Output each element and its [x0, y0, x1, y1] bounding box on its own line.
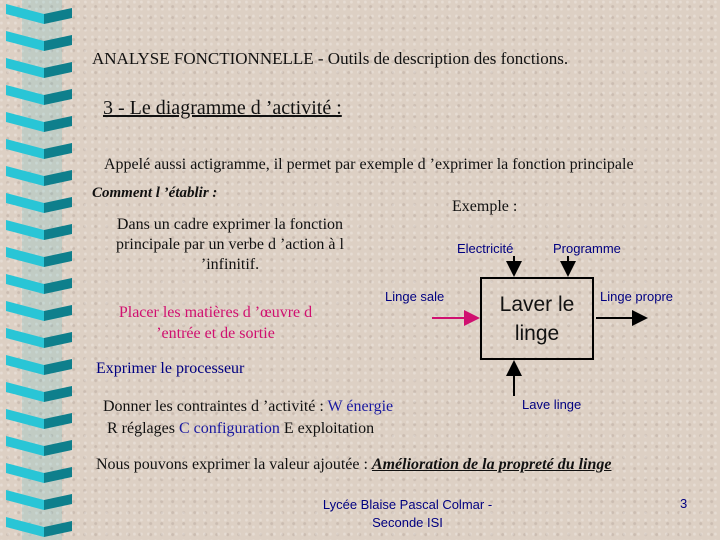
input-label: Linge sale [385, 289, 445, 304]
energy-label: Electricité [457, 241, 514, 256]
constraint-w: W énergie [327, 398, 394, 415]
constraint-e: E exploitation [279, 420, 375, 437]
value-added-emphasis: Amélioration de la propreté du linge [371, 456, 612, 473]
step-frame-text: Dans un cadre exprimer la fonction principale par un verbe d ’action à l ’infinitif. [116, 216, 344, 273]
how-to-heading: Comment l ’établir : [92, 185, 218, 201]
constraints-prefix: Donner les contraintes d ’activité : [103, 398, 328, 415]
constraint-c: C configuration [178, 420, 280, 437]
page-number: 3 [680, 496, 688, 511]
intro-text: Appelé aussi actigramme, il permet par exemple d ’exprimer la fonction principale [104, 156, 634, 173]
processor-label: Lave linge [522, 397, 582, 412]
footer-text: Lycée Blaise Pascal Colmar - Seconde ISI [322, 497, 493, 530]
step-materials-text: Placer les matières d ’œuvre d ’entrée et de sortie [118, 304, 313, 342]
constraint-r: R réglages [107, 420, 179, 437]
step-processor-text: Exprimer le processeur [96, 360, 245, 377]
value-added-prefix: Nous pouvons exprimer la valeur ajoutée : [96, 456, 372, 473]
slide-title: ANALYSE FONCTIONNELLE - Outils de description des fonctions. [92, 49, 569, 68]
program-label: Programme [553, 241, 621, 256]
section-subtitle: 3 - Le diagramme d ’activité : [103, 97, 342, 119]
function-box-label: Laver le linge [499, 292, 575, 345]
example-label: Exemple : [452, 198, 518, 215]
output-label: Linge propre [600, 289, 673, 304]
